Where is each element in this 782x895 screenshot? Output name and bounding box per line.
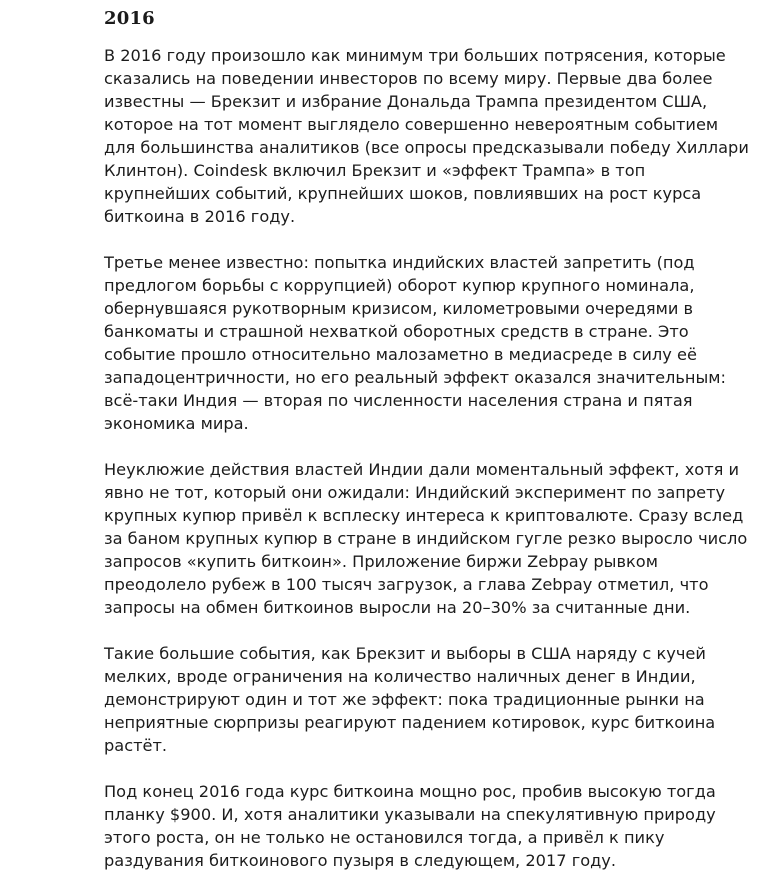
text-line: экономика мира.: [104, 414, 249, 433]
text-line: Такие большие события, как Брекзит и выборы в США наряду с кучей: [104, 644, 706, 663]
text-line: Неуклюжие действия властей Индии дали моментальный эффект, хотя и: [104, 460, 740, 479]
paragraph-3: [104, 458, 754, 619]
text-line: раздувания биткоинового пузыря в следующем, 2017 году.: [104, 851, 617, 870]
text-line: демонстрируют один и тот же эффект: пока традиционные рынки на: [104, 690, 705, 709]
paragraph-1: [104, 44, 754, 228]
text-line: Клинтон). Coindesk включил Брекзит и «эффект Трампа» в топ: [104, 161, 646, 180]
text-line: запросы на обмен биткоинов выросли на 20–30% за считанные дни.: [104, 598, 691, 617]
text-line: для большинства аналитиков (все опросы предсказывали победу Хиллари: [104, 138, 749, 157]
text-line: всё-таки Индия — вторая по численности населения страна и пятая: [104, 391, 693, 410]
text-line: банкоматы и страшной нехваткой оборотных средств в стране. Это: [104, 322, 689, 341]
text-line: западоцентричности, но его реальный эффект оказался значительным:: [104, 368, 726, 387]
text-line: растёт.: [104, 736, 168, 755]
text-line: предлогом борьбы с коррупцией) оборот купюр крупного номинала,: [104, 276, 695, 295]
text-line: явно не тот, который они ожидали: Индийский эксперимент по запрету: [104, 483, 726, 502]
text-line: обернувшаяся рукотворным кризисом, километровыми очередями в: [104, 299, 694, 318]
section-heading: 2016: [104, 8, 155, 29]
text-line: биткоина в 2016 году.: [104, 207, 296, 226]
text-line: сказались на поведении инвесторов по всему миру. Первые два более: [104, 69, 713, 88]
text-line: неприятные сюрпризы реагируют падением котировок, курс биткоина: [104, 713, 716, 732]
text-line: мелких, вроде ограничения на количество наличных денег в Индии,: [104, 667, 696, 686]
article-body: [104, 44, 754, 895]
text-line: событие прошло относительно малозаметно в медиасреде в силу её: [104, 345, 697, 364]
text-line: крупных купюр привёл к всплеску интереса к криптовалюте. Сразу вслед: [104, 506, 744, 525]
text-line: Под конец 2016 года курс биткоина мощно рос, пробив высокую тогда: [104, 782, 716, 801]
paragraph-2: [104, 251, 754, 435]
text-line: за баном крупных купюр в стране в индийском гугле резко выросло число: [104, 529, 748, 548]
text-line: преодолело рубеж в 100 тысяч загрузок, а глава Zebpay отметил, что: [104, 575, 709, 594]
text-line: которое на тот момент выглядело совершенно невероятным событием: [104, 115, 719, 134]
text-line: запросов «купить биткоин». Приложение биржи Zebpay рывком: [104, 552, 658, 571]
text-line: крупнейших событий, крупнейших шоков, повлиявших на рост курса: [104, 184, 702, 203]
text-line: Третье менее известно: попытка индийских властей запретить (под: [104, 253, 695, 272]
paragraph-4: [104, 642, 754, 757]
text-line: этого роста, он не только не остановился тогда, а привёл к пику: [104, 828, 665, 847]
paragraph-5: [104, 780, 754, 872]
text-line: планку $900. И, хотя аналитики указывали на спекулятивную природу: [104, 805, 716, 824]
text-line: В 2016 году произошло как минимум три больших потрясения, которые: [104, 46, 726, 65]
text-line: известны — Брекзит и избрание Дональда Трампа президентом США,: [104, 92, 708, 111]
